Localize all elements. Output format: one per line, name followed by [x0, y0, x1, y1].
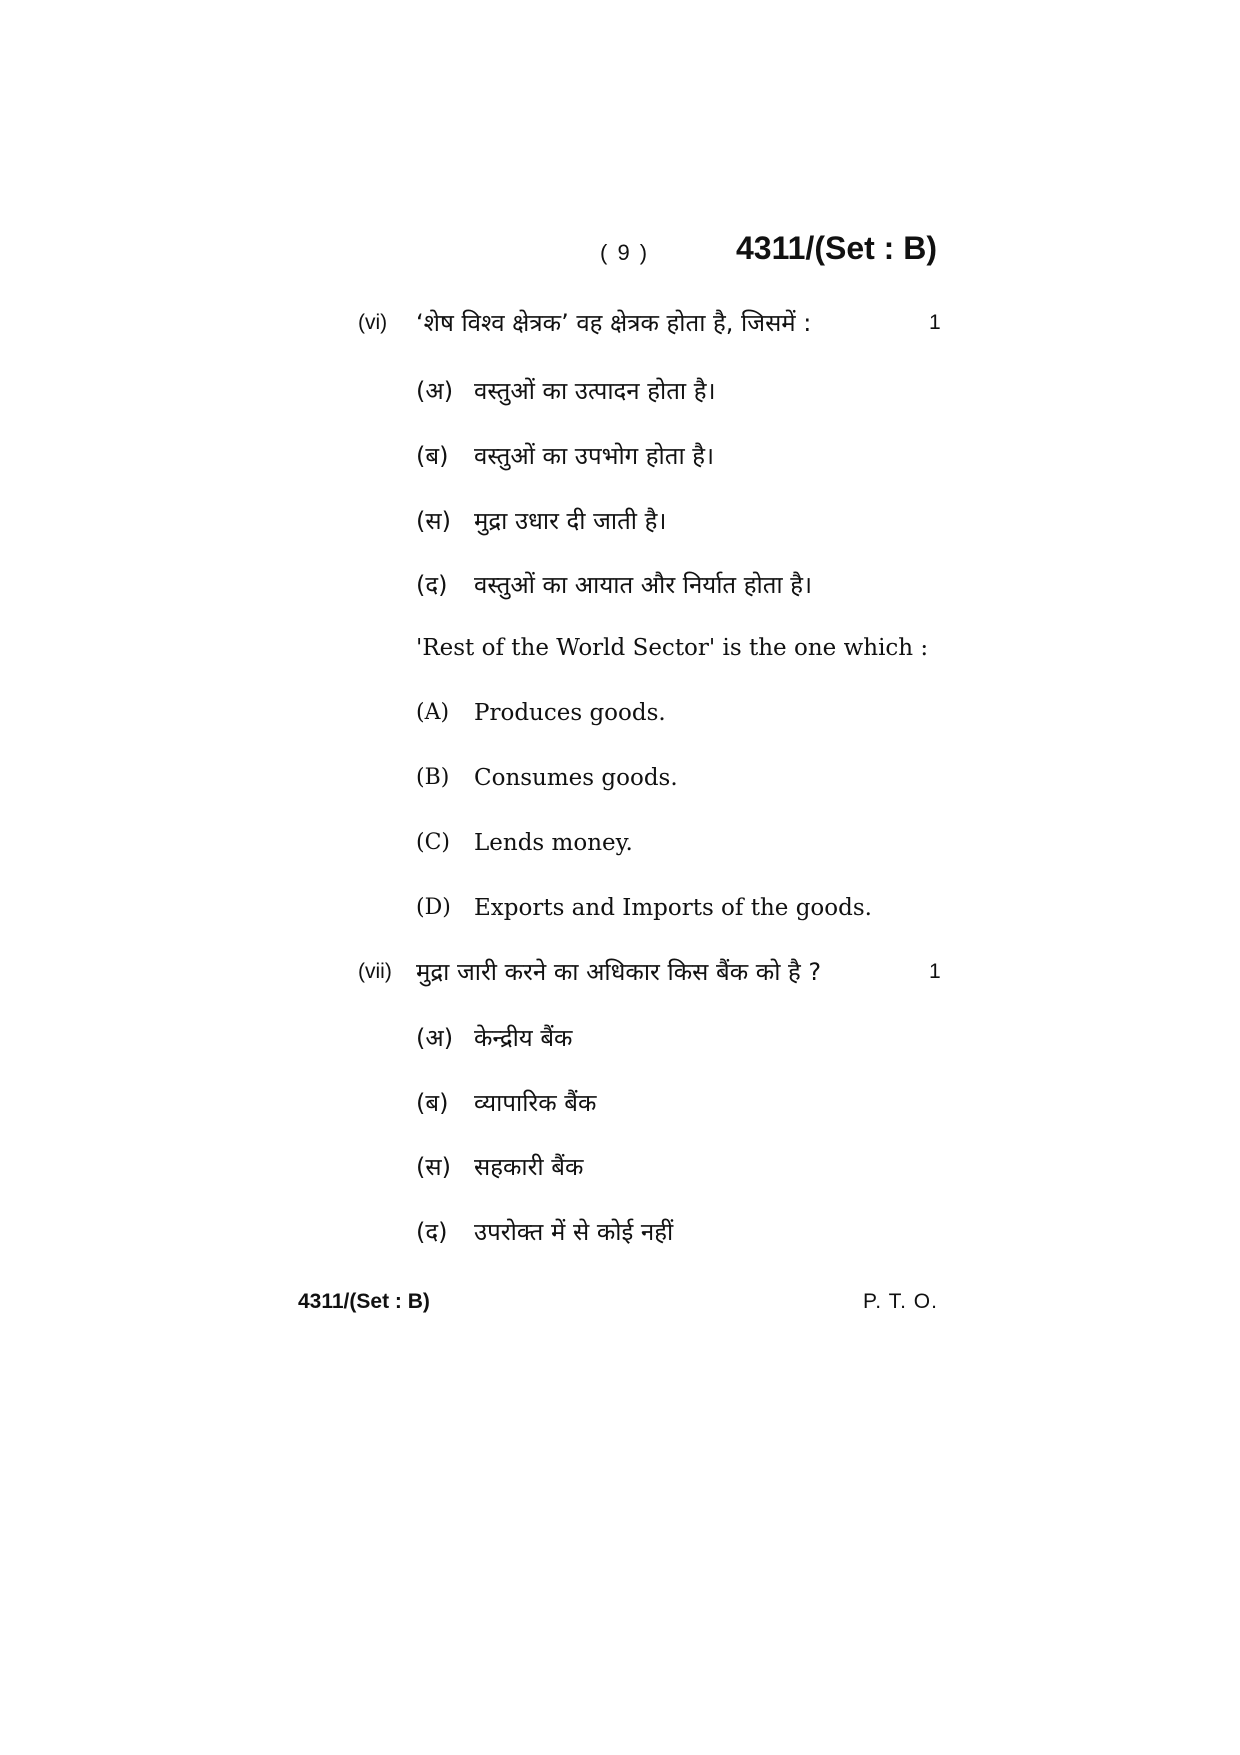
footer-pto: P. T. O. — [863, 1290, 938, 1313]
option-text: उपरोक्त में से कोई नहीं — [474, 1218, 674, 1246]
page-number: ( 9 ) — [600, 240, 650, 265]
option-label: (द) — [416, 1218, 448, 1246]
question-6-text-english: 'Rest of the World Sector' is the one which : — [416, 635, 929, 661]
option-label: (A) — [416, 700, 450, 725]
question-7-number: (vii) — [358, 960, 392, 983]
option-text: केन्द्रीय बैंक — [474, 1024, 573, 1052]
option-text: Produces goods. — [474, 700, 666, 726]
paper-code-header: 4311/(Set : B) — [736, 230, 937, 266]
option-label: (अ) — [416, 377, 454, 405]
option-label: (B) — [416, 765, 450, 790]
question-7-marks: 1 — [929, 960, 941, 983]
option-text: Lends money. — [474, 830, 633, 856]
option-label: (स) — [416, 1153, 451, 1181]
option-label: (स) — [416, 507, 451, 535]
option-text: मुद्रा उधार दी जाती है। — [474, 507, 667, 535]
question-7-text-hindi: मुद्रा जारी करने का अधिकार किस बैंक को है ? — [416, 958, 822, 986]
option-label: (ब) — [416, 1089, 449, 1117]
question-6-number: (vi) — [358, 311, 388, 334]
question-6-text-hindi: ‘शेष विश्व क्षेत्रक’ वह क्षेत्रक होता है, जिसमें : — [416, 309, 812, 337]
option-text: Exports and Imports of the goods. — [474, 895, 872, 921]
footer-paper-code: 4311/(Set : B) — [298, 1290, 430, 1313]
option-label: (ब) — [416, 442, 449, 470]
option-label: (C) — [416, 830, 450, 855]
option-text: व्यापारिक बैंक — [474, 1089, 597, 1117]
question-6-marks: 1 — [929, 311, 941, 334]
option-label: (D) — [416, 895, 451, 920]
option-text: वस्तुओं का उपभोग होता है। — [474, 442, 715, 470]
option-text: वस्तुओं का उत्पादन होता है। — [474, 377, 716, 405]
option-text: वस्तुओं का आयात और निर्यात होता है। — [474, 571, 813, 599]
option-label: (द) — [416, 571, 448, 599]
option-text: सहकारी बैंक — [474, 1153, 584, 1181]
option-label: (अ) — [416, 1024, 454, 1052]
option-text: Consumes goods. — [474, 765, 678, 791]
